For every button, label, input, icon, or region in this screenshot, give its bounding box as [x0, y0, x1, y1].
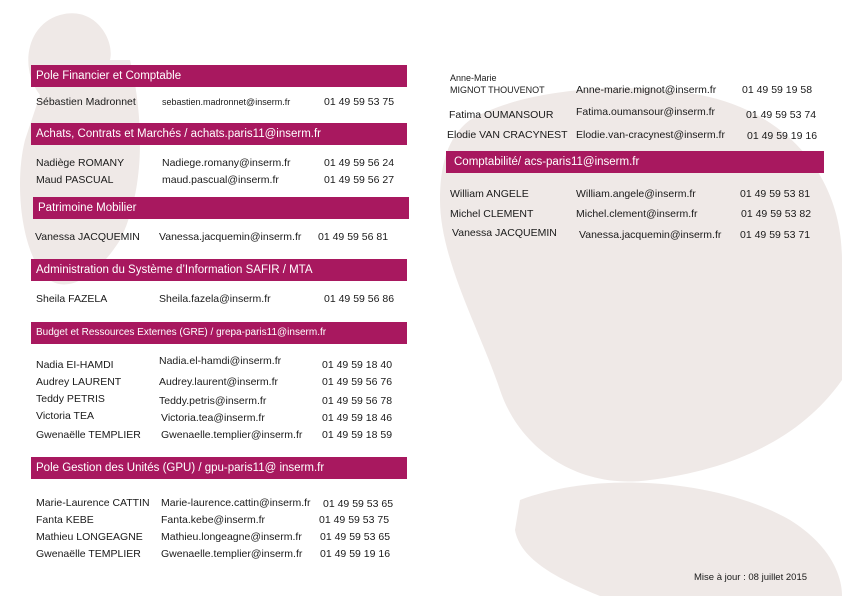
contact-name: William ANGELE	[450, 188, 529, 200]
contact-phone: 01 49 59 56 27	[324, 174, 395, 186]
contact-name: Gwenaëlle TEMPLIER	[36, 429, 141, 441]
contact-email: Vanessa.jacquemin@inserm.fr	[579, 229, 722, 241]
contact-phone: 01 49 59 19 16	[747, 130, 818, 142]
section-comptabilite-title: Comptabilité/ acs-paris11@inserm.fr	[446, 151, 824, 173]
contact-phone: 01 49 59 53 65	[320, 531, 391, 543]
contact-email: Mathieu.longeagne@inserm.fr	[161, 531, 302, 543]
contact-phone: 01 49 59 53 65	[323, 498, 394, 510]
contact-phone: 01 49 59 53 81	[740, 188, 811, 200]
contact-name-line1: Anne-Marie	[450, 73, 497, 83]
contact-email: Marie-laurence.cattin@inserm.fr	[161, 497, 311, 509]
contact-phone: 01 49 59 56 81	[318, 231, 389, 243]
contact-phone: 01 49 59 53 75	[324, 96, 395, 108]
contact-phone: 01 49 59 56 24	[324, 157, 395, 169]
contact-name: Fanta KEBE	[36, 514, 94, 526]
contact-name: Teddy PETRIS	[36, 393, 105, 405]
contact-phone: 01 49 59 18 46	[322, 412, 393, 424]
contact-email: Fanta.kebe@inserm.fr	[161, 514, 266, 526]
section-patrimoine-title: Patrimoine Mobilier	[33, 197, 409, 219]
contact-name: Marie-Laurence CATTIN	[36, 497, 150, 509]
contact-email: Vanessa.jacquemin@inserm.fr	[159, 231, 302, 243]
contact-name: Vanessa JACQUEMIN	[452, 227, 557, 239]
contact-name: Michel CLEMENT	[450, 208, 534, 220]
contact-phone: 01 49 59 53 82	[741, 208, 812, 220]
contact-phone: 01 49 59 19 58	[742, 84, 813, 96]
contact-name: Audrey LAURENT	[36, 376, 122, 388]
contact-phone: 01 49 59 56 76	[322, 376, 393, 388]
contact-email: Sheila.fazela@inserm.fr	[159, 293, 271, 305]
contact-email: Elodie.van-cracynest@inserm.fr	[576, 129, 725, 141]
contact-name: Gwenaëlle TEMPLIER	[36, 548, 141, 560]
contact-phone: 01 49 59 18 59	[322, 429, 393, 441]
section-gpu-title: Pole Gestion des Unités (GPU) / gpu-paris11@ inserm.fr	[31, 457, 407, 479]
contact-name: Maud PASCUAL	[36, 174, 114, 186]
contact-name: Elodie VAN CRACYNEST	[447, 129, 568, 141]
contact-name: Sébastien Madronnet	[36, 96, 136, 108]
contact-name: Nadia EI-HAMDI	[36, 359, 114, 371]
contact-email: Audrey.laurent@inserm.fr	[159, 376, 279, 388]
contact-email: Anne-marie.mignot@inserm.fr	[576, 84, 717, 96]
contact-email: Gwenaelle.templier@inserm.fr	[161, 548, 303, 560]
contact-name: Sheila FAZELA	[36, 293, 108, 305]
contact-email: Teddy.petris@inserm.fr	[159, 395, 267, 407]
contact-email: Michel.clement@inserm.fr	[576, 208, 698, 220]
section-achats-title: Achats, Contrats et Marchés / achats.paris11@inserm.fr	[31, 123, 407, 145]
contact-phone: 01 49 59 19 16	[320, 548, 391, 560]
contact-name: Mathieu LONGEAGNE	[36, 531, 143, 543]
section-safir-title: Administration du Système d’Information SAFIR / MTA	[31, 259, 407, 281]
contact-email: William.angele@inserm.fr	[576, 188, 696, 200]
section-grepa-title: Budget et Ressources Externes (GRE) / grepa-paris11@inserm.fr	[31, 322, 407, 344]
contact-email: Nadia.el-hamdi@inserm.fr	[159, 355, 282, 367]
contact-phone: 01 49 59 53 75	[319, 514, 390, 526]
contact-name: Victoria TEA	[36, 410, 94, 422]
contact-phone: 01 49 59 56 78	[322, 395, 393, 407]
contact-email: Victoria.tea@inserm.fr	[161, 412, 265, 424]
section-financier-title: Pole Financier et Comptable	[31, 65, 407, 87]
contact-name: Vanessa JACQUEMIN	[35, 231, 140, 243]
contact-email: Nadiege.romany@inserm.fr	[162, 157, 291, 169]
contact-email: Gwenaelle.templier@inserm.fr	[161, 429, 303, 441]
contact-phone: 01 49 59 53 74	[746, 109, 817, 121]
contact-phone: 01 49 59 18 40	[322, 359, 393, 371]
contact-email: Fatima.oumansour@inserm.fr	[576, 106, 716, 118]
contact-name-line2: MIGNOT THOUVENOT	[450, 85, 545, 95]
contact-name: Fatima OUMANSOUR	[449, 109, 554, 121]
contact-phone: 01 49 59 53 71	[740, 229, 811, 241]
contact-email: maud.pascual@inserm.fr	[162, 174, 279, 186]
contact-email: sebastien.madronnet@inserm.fr	[162, 97, 291, 107]
update-date: Mise à jour : 08 juillet 2015	[694, 572, 808, 583]
contact-phone: 01 49 59 56 86	[324, 293, 395, 305]
contact-name: Nadiège ROMANY	[36, 157, 125, 169]
